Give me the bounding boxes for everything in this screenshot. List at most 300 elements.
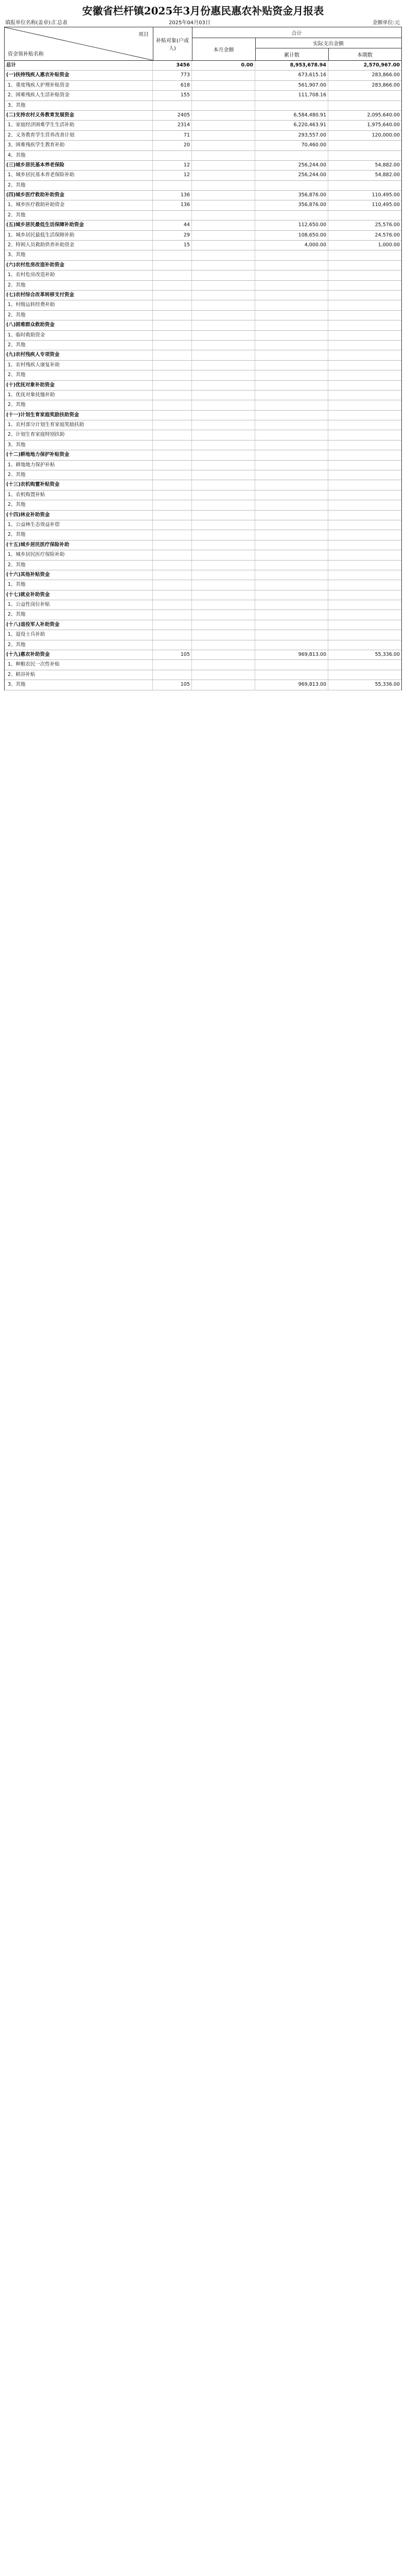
row-this-period: 2,095,640.00: [367, 112, 400, 118]
row-name: 1、城乡居民最低生活保障补助: [5, 231, 153, 240]
table-row: [5, 161, 401, 171]
row-cumulative: 969,813.00: [255, 680, 328, 689]
row-recipients: [153, 520, 192, 530]
row-name: 1、公益林生态效益补偿: [5, 520, 153, 530]
row-this-month: [192, 381, 255, 390]
row-recipients: [153, 610, 192, 619]
table-row: [5, 211, 401, 221]
row-this-period: [328, 540, 401, 550]
row-recipients: [153, 391, 192, 400]
row-recipients: [153, 630, 192, 639]
row-recipients: [153, 590, 192, 600]
row-this-period: [328, 500, 401, 510]
row-this-period: 110,495.00: [372, 202, 400, 208]
table-body: [4, 61, 402, 690]
row-cumulative: [255, 341, 328, 350]
row-name: 1、农村残疾人康复补助: [5, 361, 153, 370]
table-row: [5, 570, 401, 580]
row-cumulative: 6,584,480.91: [255, 111, 328, 120]
row-cumulative: [255, 101, 328, 110]
row-this-month: [192, 231, 255, 240]
table-row: [5, 250, 401, 260]
row-recipients: [153, 181, 192, 190]
row-name: (九)农村残疾人专项资金: [5, 350, 153, 360]
row-name: 1、城乡居民基本养老保险补助: [5, 171, 153, 180]
row-this-month: [192, 670, 255, 680]
row-name: 1、重度残疾人护理补贴资金: [5, 81, 153, 90]
row-this-period: [328, 461, 401, 470]
row-name: 1、城乡居民医疗保险补助: [5, 550, 153, 560]
row-cumulative: [255, 630, 328, 639]
row-this-period: 24,576.00: [375, 232, 400, 238]
row-cumulative: [255, 350, 328, 360]
row-cumulative: [255, 411, 328, 420]
row-recipients: [153, 511, 192, 520]
row-cumulative: 111,708.16: [255, 91, 328, 100]
row-this-period: [328, 580, 401, 589]
row-this-month: [192, 261, 255, 270]
row-this-month: [192, 511, 255, 520]
row-this-month: [192, 400, 255, 410]
row-recipients: [153, 461, 192, 470]
row-this-period: 55,336.00: [375, 682, 400, 688]
row-name: 2、计划生育家庭特别扶助: [5, 430, 153, 439]
row-name: 2、义务教育学生营养改善计划: [5, 131, 153, 140]
row-name: 1、公益性岗位补贴: [5, 600, 153, 609]
table-header: [4, 27, 402, 61]
row-this-month: [192, 430, 255, 439]
row-name: 1、农村部分计划生育家庭奖励扶助: [5, 420, 153, 430]
row-this-period: [328, 520, 401, 530]
row-recipients: 44: [153, 221, 192, 230]
row-name: (十八)退役军人补助资金: [5, 620, 153, 630]
row-recipients: [153, 540, 192, 550]
row-this-month: [192, 291, 255, 300]
row-name: (二)支持农村义务教育发展资金: [5, 111, 153, 120]
header-this-month: 本月金额: [213, 47, 234, 53]
row-this-period: [328, 181, 401, 190]
row-cumulative: [255, 670, 328, 680]
table-row: [5, 580, 401, 590]
table-row: [5, 71, 401, 80]
row-name: 1、农村危房改造补助: [5, 270, 153, 280]
table-row: [5, 311, 401, 320]
row-this-period: 2,570,967.00: [363, 62, 400, 68]
row-this-month: [192, 161, 255, 170]
row-recipients: [153, 600, 192, 609]
row-cumulative: [255, 420, 328, 430]
row-cumulative: [255, 470, 328, 480]
row-name: 3、其他: [5, 250, 153, 260]
row-this-month: [192, 411, 255, 420]
row-cumulative: 8,953,678.94: [255, 61, 328, 70]
row-this-month: [192, 660, 255, 669]
row-name: (十)优抚对象补助资金: [5, 381, 153, 390]
row-recipients: [153, 640, 192, 650]
table-row: [5, 630, 401, 640]
row-this-period: [328, 630, 401, 639]
row-this-month: [192, 101, 255, 110]
row-name: 2、其他: [5, 640, 153, 650]
row-cumulative: [255, 381, 328, 390]
row-recipients: [153, 311, 192, 320]
row-cumulative: [255, 311, 328, 320]
row-this-month: [192, 600, 255, 609]
row-recipients: [153, 151, 192, 160]
row-name: 1、农机购置补贴: [5, 490, 153, 500]
row-name: (十七)就业补助资金: [5, 590, 153, 600]
row-cumulative: 108,650.00: [255, 231, 328, 240]
row-this-month: [192, 620, 255, 630]
row-cumulative: 356,876.00: [255, 191, 328, 200]
row-cumulative: 256,244.00: [255, 171, 328, 180]
row-cumulative: [255, 490, 328, 500]
row-this-period: 120,000.00: [372, 132, 400, 138]
row-cumulative: 112,650.00: [255, 221, 328, 230]
row-this-month: [192, 131, 255, 140]
row-this-period: 110,495.00: [372, 192, 400, 198]
row-this-period: [328, 640, 401, 650]
row-this-month: [192, 91, 255, 100]
row-name: 2、其他: [5, 530, 153, 539]
row-cumulative: [255, 580, 328, 589]
row-cumulative: 673,615.16: [255, 71, 328, 80]
row-recipients: [153, 300, 192, 310]
amount-unit-label: 金额单位:元: [372, 20, 400, 26]
row-recipients: 71: [153, 131, 192, 140]
row-this-month: [192, 221, 255, 230]
table-row: [5, 370, 401, 380]
row-name: 1、耕地地力保护补贴: [5, 461, 153, 470]
table-row: [5, 300, 401, 310]
row-recipients: [153, 211, 192, 220]
row-this-period: [328, 420, 401, 430]
row-cumulative: [255, 540, 328, 550]
row-name: (十五)城乡居民医疗保险补助: [5, 540, 153, 550]
row-this-month: [192, 311, 255, 320]
header-actual: 实际支出金额: [313, 41, 344, 47]
row-name: 2、其他: [5, 470, 153, 480]
row-this-month: [192, 440, 255, 450]
table-row: [5, 450, 401, 460]
table-row: [5, 650, 401, 660]
row-this-month: [192, 141, 255, 150]
row-this-month: [192, 171, 255, 180]
table-row: [5, 320, 401, 330]
row-this-month: [192, 570, 255, 580]
row-cumulative: 4,000.00: [255, 241, 328, 250]
row-this-month: [192, 191, 255, 200]
row-this-period: [328, 291, 401, 300]
row-cumulative: [255, 151, 328, 160]
row-cumulative: [255, 181, 328, 190]
row-cumulative: [255, 660, 328, 669]
row-cumulative: 561,907.00: [255, 81, 328, 90]
row-recipients: [153, 570, 192, 580]
table-row: [5, 550, 401, 560]
row-this-month: [192, 520, 255, 530]
table-row: [5, 231, 401, 241]
row-name: 1、退役士兵补助: [5, 630, 153, 639]
row-cumulative: 70,460.00: [255, 141, 328, 150]
row-this-period: [328, 620, 401, 630]
row-name: 总计: [5, 61, 153, 70]
table-row: [5, 261, 401, 270]
row-cumulative: [255, 440, 328, 450]
row-recipients: [153, 101, 192, 110]
row-recipients: 12: [153, 171, 192, 180]
table-row: [5, 121, 401, 130]
table-row: [5, 590, 401, 600]
row-name: (十六)其他补贴资金: [5, 570, 153, 580]
row-this-period: [328, 341, 401, 350]
row-cumulative: [255, 640, 328, 650]
row-this-month: [192, 320, 255, 330]
row-recipients: [153, 420, 192, 430]
table-row: [5, 561, 401, 570]
header-this-period: 本期数: [357, 52, 373, 58]
row-cumulative: [255, 211, 328, 220]
row-recipients: 773: [153, 71, 192, 80]
row-this-month: [192, 461, 255, 470]
row-cumulative: [255, 520, 328, 530]
report-meta: [4, 20, 402, 27]
row-cumulative: [255, 620, 328, 630]
row-name: 1、村级运转经费补助: [5, 300, 153, 310]
row-name: (三)城乡居民基本养老保险: [5, 161, 153, 170]
row-cumulative: 293,557.00: [255, 131, 328, 140]
row-cumulative: [255, 530, 328, 539]
table-row: [5, 490, 401, 500]
row-this-period: [328, 480, 401, 489]
row-recipients: 12: [153, 161, 192, 170]
row-this-month: [192, 181, 255, 190]
table-row: [5, 151, 401, 161]
row-this-month: [192, 420, 255, 430]
table-row: [5, 411, 401, 420]
row-name: 2、其他: [5, 370, 153, 380]
row-recipients: [153, 281, 192, 290]
row-recipients: [153, 361, 192, 370]
table-row: [5, 131, 401, 141]
row-recipients: 136: [153, 191, 192, 200]
row-name: 1、临时救助资金: [5, 331, 153, 340]
row-this-month: 0.00: [192, 61, 255, 70]
table-row: [5, 461, 401, 470]
row-recipients: 105: [153, 650, 192, 659]
row-this-period: [328, 470, 401, 480]
row-cumulative: 356,876.00: [255, 200, 328, 210]
row-recipients: [153, 580, 192, 589]
table-row: [5, 191, 401, 200]
row-recipients: 618: [153, 81, 192, 90]
row-this-period: [328, 670, 401, 680]
row-this-period: [328, 320, 401, 330]
table-row: [5, 610, 401, 620]
row-cumulative: [255, 430, 328, 439]
row-cumulative: [255, 550, 328, 560]
row-cumulative: [255, 450, 328, 460]
row-name: 2、困难残疾人生活补贴资金: [5, 91, 153, 100]
row-recipients: [153, 440, 192, 450]
row-recipients: 136: [153, 200, 192, 210]
row-this-period: [328, 610, 401, 619]
row-recipients: [153, 331, 192, 340]
row-cumulative: [255, 400, 328, 410]
row-name: 2、其他: [5, 341, 153, 350]
row-name: (一)扶持残疾人惠农补贴资金: [5, 71, 153, 80]
row-this-period: [328, 350, 401, 360]
row-this-period: [328, 440, 401, 450]
row-recipients: [153, 291, 192, 300]
row-this-month: [192, 331, 255, 340]
row-this-period: [328, 530, 401, 539]
table-row: [5, 480, 401, 490]
row-this-month: [192, 680, 255, 689]
row-recipients: [153, 450, 192, 460]
row-cumulative: 256,244.00: [255, 161, 328, 170]
row-recipients: [153, 550, 192, 560]
row-recipients: 3456: [153, 61, 192, 70]
row-cumulative: [255, 291, 328, 300]
row-name: (十一)计划生育家庭奖励扶助资金: [5, 411, 153, 420]
table-row: [5, 91, 401, 100]
row-name: 2、其他: [5, 561, 153, 570]
table-row: [5, 101, 401, 111]
row-this-month: [192, 211, 255, 220]
row-cumulative: 6,220,463.91: [255, 121, 328, 130]
row-recipients: [153, 250, 192, 260]
row-name: 3、其他: [5, 101, 153, 110]
row-this-month: [192, 111, 255, 120]
table-row: [5, 270, 401, 280]
header-subtotal: 合计: [291, 30, 302, 37]
row-cumulative: [255, 600, 328, 609]
row-this-month: [192, 81, 255, 90]
table-row: [5, 200, 401, 210]
row-name: 2、其他: [5, 311, 153, 320]
row-this-period: [328, 400, 401, 410]
header-recipients: 补贴对象(户或人): [156, 38, 189, 52]
row-this-period: 283,866.00: [372, 82, 400, 88]
row-this-period: [328, 411, 401, 420]
table-row: [5, 241, 401, 250]
table-row: [5, 221, 401, 230]
row-recipients: [153, 400, 192, 410]
row-this-month: [192, 391, 255, 400]
row-recipients: [153, 381, 192, 390]
row-this-month: [192, 540, 255, 550]
row-cumulative: [255, 500, 328, 510]
row-this-month: [192, 590, 255, 600]
table-row: [5, 181, 401, 191]
row-this-period: [328, 511, 401, 520]
row-cumulative: [255, 480, 328, 489]
row-name: (八)困难群众救助资金: [5, 320, 153, 330]
table-row: [5, 540, 401, 550]
row-name: (六)农村危房改造补助资金: [5, 261, 153, 270]
table-row: [5, 111, 401, 121]
table-row: [5, 81, 401, 91]
table-row: [5, 341, 401, 350]
row-cumulative: [255, 561, 328, 570]
row-this-period: [328, 450, 401, 460]
row-this-month: [192, 630, 255, 639]
row-cumulative: [255, 511, 328, 520]
row-this-period: [328, 281, 401, 290]
row-this-period: [328, 101, 401, 110]
row-this-month: [192, 490, 255, 500]
row-this-month: [192, 281, 255, 290]
row-recipients: [153, 370, 192, 380]
row-this-period: [328, 300, 401, 310]
row-name: 2、其他: [5, 500, 153, 510]
table-row: [5, 400, 401, 410]
row-this-period: [328, 381, 401, 390]
table-row: [5, 670, 401, 680]
row-this-period: [328, 331, 401, 340]
row-recipients: 20: [153, 141, 192, 150]
table-row: [5, 440, 401, 450]
row-name: 1、城乡医疗救助补助资金: [5, 200, 153, 210]
row-recipients: [153, 480, 192, 489]
row-this-period: [328, 311, 401, 320]
row-this-month: [192, 480, 255, 489]
row-name: (四)城乡医疗救助补助资金: [5, 191, 153, 200]
table-row: [5, 381, 401, 391]
row-cumulative: [255, 300, 328, 310]
row-this-period: 55,336.00: [375, 652, 400, 658]
table-row: [5, 660, 401, 670]
row-this-month: [192, 241, 255, 250]
table-row: [5, 500, 401, 510]
table-row: [5, 171, 401, 180]
row-name: 2、稻谷补贴: [5, 670, 153, 680]
row-name: (十二)耕地地力保护补贴资金: [5, 450, 153, 460]
table-row: [5, 281, 401, 291]
row-cumulative: [255, 261, 328, 270]
row-recipients: [153, 530, 192, 539]
row-recipients: [153, 341, 192, 350]
row-this-period: [328, 570, 401, 580]
row-this-month: [192, 71, 255, 80]
row-name: 3、困难残疾学生教育补助: [5, 141, 153, 150]
row-this-period: [328, 660, 401, 669]
row-name: 1、种粮农民一次性补贴: [5, 660, 153, 669]
row-recipients: [153, 620, 192, 630]
row-name: (十九)惠农补助资金: [5, 650, 153, 659]
row-name: 2、其他: [5, 610, 153, 619]
row-cumulative: [255, 590, 328, 600]
row-this-period: [328, 211, 401, 220]
row-cumulative: [255, 331, 328, 340]
table-row: [5, 61, 401, 71]
row-this-period: [328, 430, 401, 439]
period-label: 2025年04月03日: [169, 20, 210, 26]
row-this-period: [328, 561, 401, 570]
row-cumulative: [255, 370, 328, 380]
row-this-period: [328, 600, 401, 609]
row-name: 1、家庭经济困难学生生活补助: [5, 121, 153, 130]
row-recipients: [153, 261, 192, 270]
table-row: [5, 640, 401, 650]
row-this-period: [328, 270, 401, 280]
row-this-month: [192, 561, 255, 570]
header-project: 项目: [138, 31, 149, 38]
row-name: (十四)林业补助资金: [5, 511, 153, 520]
row-name: 1、优抚对象抚恤补助: [5, 391, 153, 400]
table-row: [5, 430, 401, 440]
